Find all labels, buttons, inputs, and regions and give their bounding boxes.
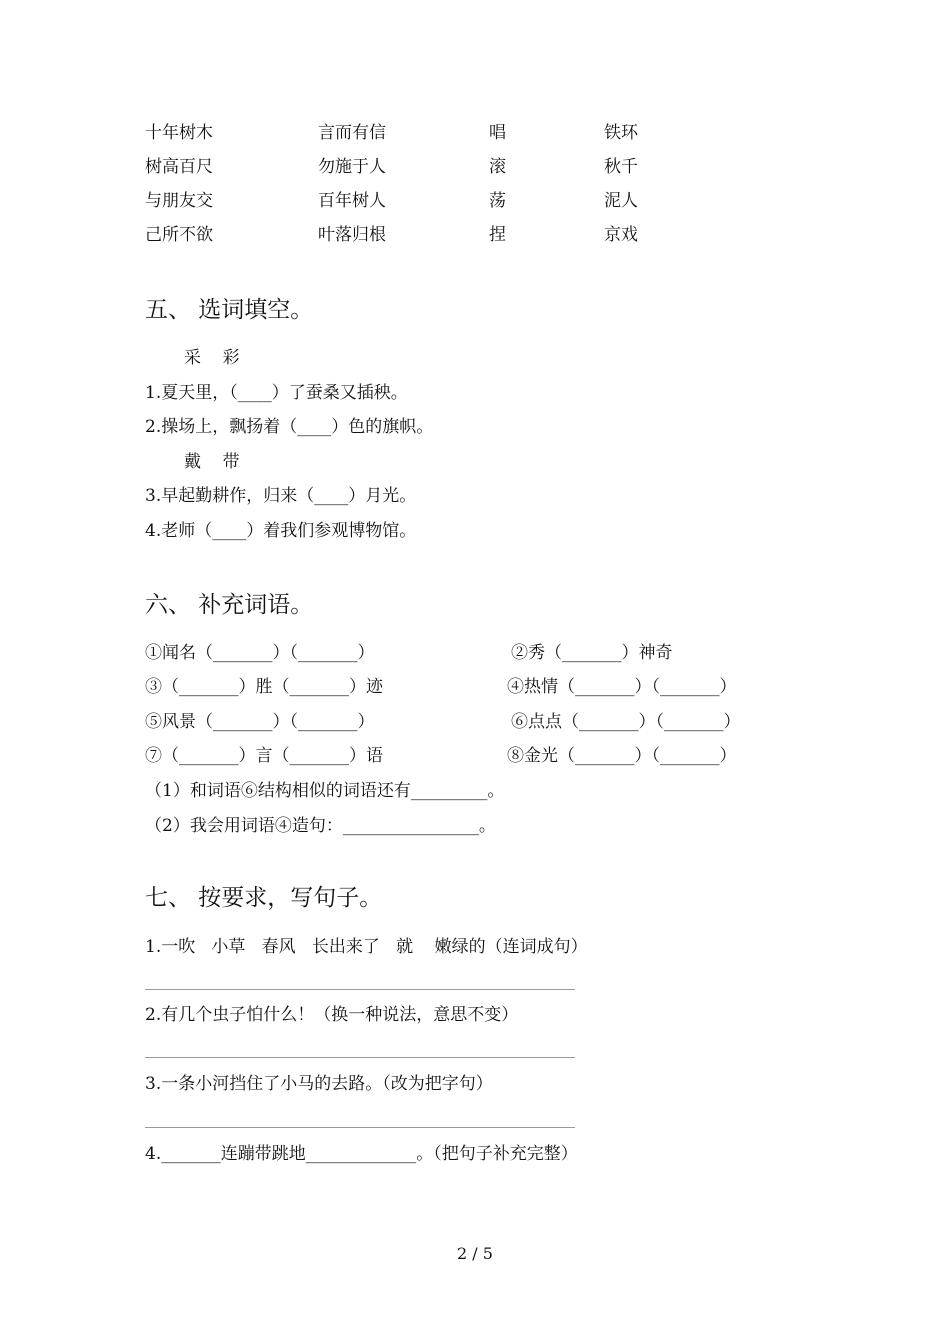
question-line: 4._______连蹦带跳地_____________。（把句子补充完整） bbox=[145, 1144, 578, 1164]
answer-line bbox=[145, 1057, 575, 1058]
idiom-fill-item: ③（_______）胜（_______）迹 bbox=[145, 677, 383, 697]
question-line: 1.一吹 小草 春风 长出来了 就 嫩绿的（连词成句） bbox=[145, 937, 588, 957]
word-cell: 十年树木 bbox=[145, 123, 213, 143]
section-six-title: 六、 补充词语。 bbox=[145, 592, 314, 618]
answer-line bbox=[145, 989, 575, 990]
word-cell: 己所不欲 bbox=[145, 225, 213, 245]
idiom-fill-item: ⑥点点（_______）（_______） bbox=[511, 712, 741, 732]
word-cell: 铁环 bbox=[604, 123, 638, 143]
sub-question: （1）和词语⑥结构相似的词语还有_________。 bbox=[145, 781, 505, 801]
section-five-title: 五、 选词填空。 bbox=[145, 297, 314, 323]
question-line: 1.夏天里，（____）了蚕桑又插秧。 bbox=[145, 383, 408, 403]
word-cell: 泥人 bbox=[604, 191, 638, 211]
word-cell: 捏 bbox=[489, 225, 506, 245]
question-line: 2.有几个虫子怕什么！（换一种说法，意思不变） bbox=[145, 1005, 519, 1025]
idiom-fill-item: ④热情（_______）（_______） bbox=[507, 677, 737, 697]
word-cell: 百年树人 bbox=[318, 191, 386, 211]
word-choices: 戴 带 bbox=[184, 452, 240, 472]
word-cell: 勿施于人 bbox=[318, 157, 386, 177]
question-line: 2.操场上，飘扬着（____）色的旗帜。 bbox=[145, 417, 434, 437]
question-line: 4.老师（____）着我们参观博物馆。 bbox=[145, 521, 417, 541]
word-choices: 采 彩 bbox=[184, 348, 240, 368]
idiom-fill-item: ①闻名（_______）（_______） bbox=[145, 643, 375, 663]
word-cell: 言而有信 bbox=[318, 123, 386, 143]
idiom-fill-item: ②秀（_______）神奇 bbox=[511, 643, 673, 663]
word-cell: 荡 bbox=[489, 191, 506, 211]
word-cell: 树高百尺 bbox=[145, 157, 213, 177]
word-cell: 秋千 bbox=[604, 157, 638, 177]
word-cell: 京戏 bbox=[604, 225, 638, 245]
question-line: 3.早起勤耕作，归来（____）月光。 bbox=[145, 486, 417, 506]
word-cell: 叶落归根 bbox=[318, 225, 386, 245]
sub-question: （2）我会用词语④造句：________________。 bbox=[145, 816, 496, 836]
question-line: 3.一条小河挡住了小马的去路。（改为把字句） bbox=[145, 1074, 493, 1094]
page-number: 2 / 5 bbox=[457, 1244, 493, 1263]
idiom-fill-item: ⑤风景（_______）（_______） bbox=[145, 712, 375, 732]
answer-line bbox=[145, 1127, 575, 1128]
idiom-fill-item: ⑦（_______）言（_______）语 bbox=[145, 746, 383, 766]
section-seven-title: 七、 按要求，写句子。 bbox=[145, 885, 383, 911]
word-cell: 唱 bbox=[489, 123, 506, 143]
word-cell: 与朋友交 bbox=[145, 191, 213, 211]
idiom-fill-item: ⑧金光（_______）（_______） bbox=[507, 746, 737, 766]
word-cell: 滚 bbox=[489, 157, 506, 177]
